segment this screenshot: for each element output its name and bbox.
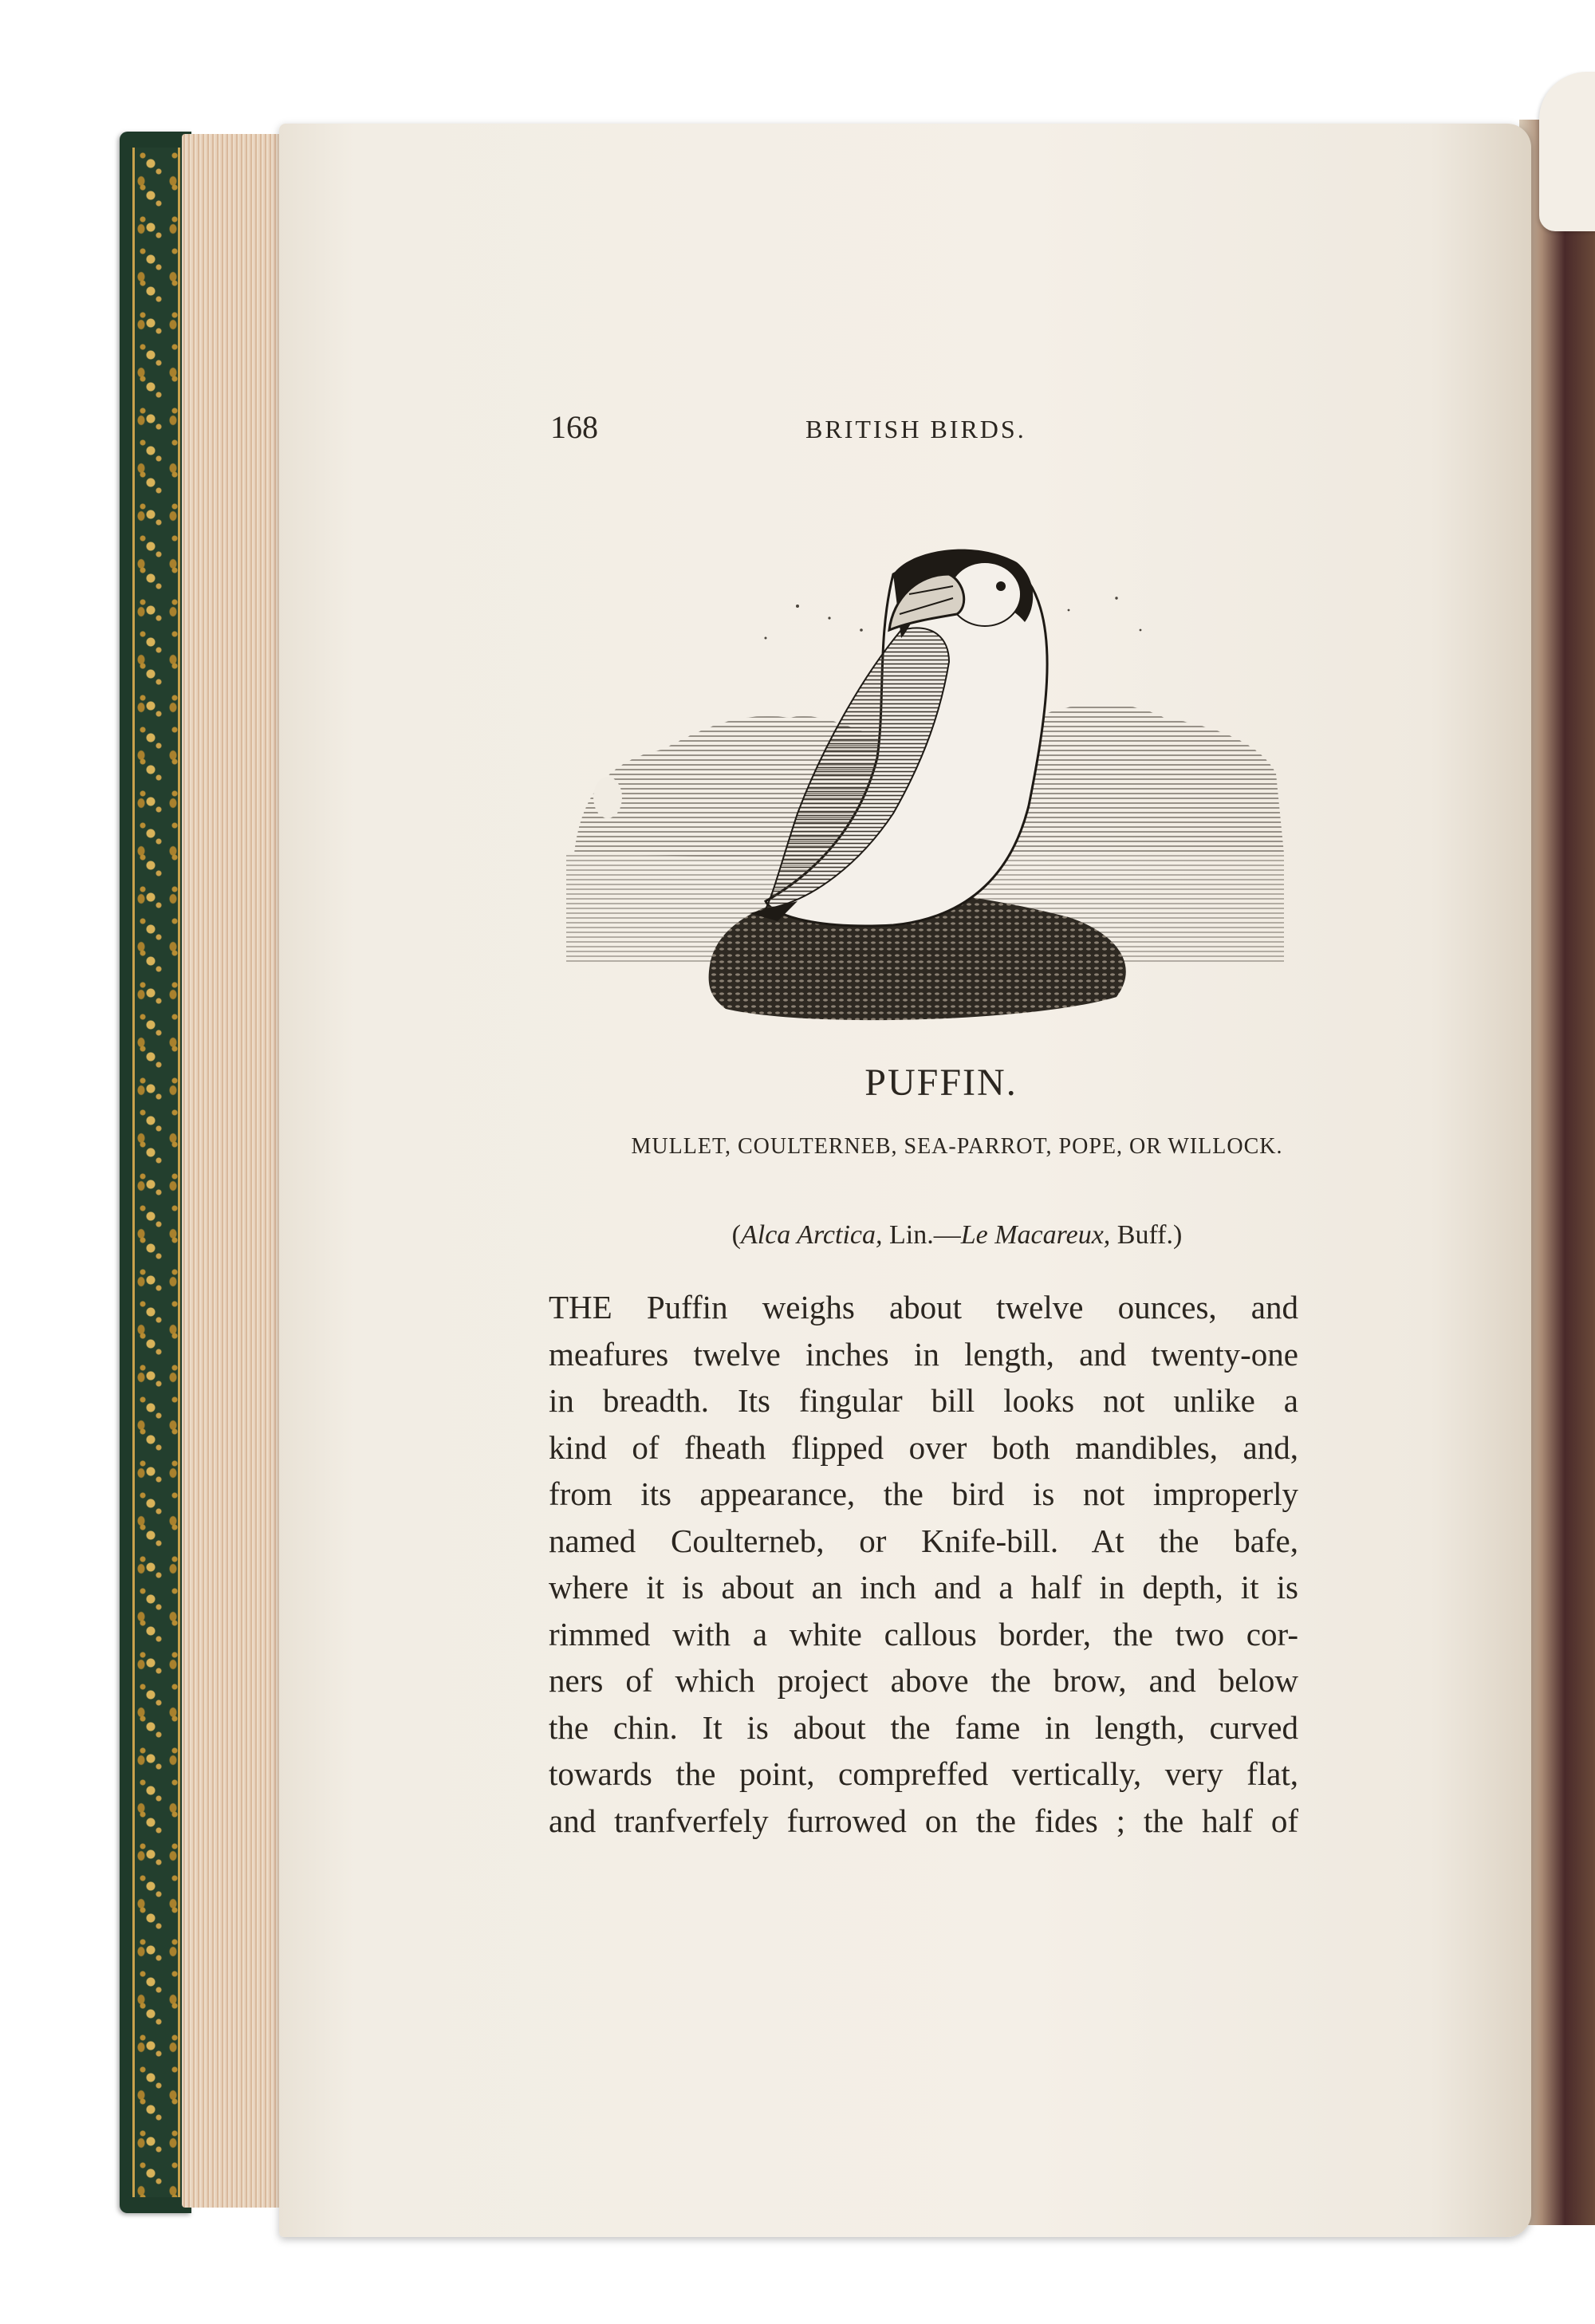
body-line: rimmed with a white callous border, the two cor- xyxy=(549,1615,1298,1652)
body-line: where it is about an inch and a half in depth, it is xyxy=(549,1569,1298,1605)
body-line: the chin. It is about the fame in length, curved xyxy=(549,1708,1298,1746)
entry-title xyxy=(0,1061,1595,1105)
left-cover-board xyxy=(120,132,191,2213)
page-number: 168 xyxy=(550,409,598,445)
body-line: meafures twelve inches in length, and twenty-one xyxy=(549,1335,1298,1373)
puffin-woodcut-illustration xyxy=(558,518,1292,1029)
french-author: Buff.) xyxy=(1110,1220,1183,1250)
gilt-border-decoration xyxy=(132,148,180,2197)
body-line: from its appearance, the bird is not improperly xyxy=(549,1475,1298,1512)
running-title: BRITISH BIRDS. xyxy=(805,415,1026,443)
body-line: ners of which project above the brow, and below xyxy=(549,1662,1298,1699)
body-line: and tranfverfely furrowed on the fides ; the half of xyxy=(549,1802,1298,1839)
latin-open-paren: ( xyxy=(731,1220,741,1250)
latin-author: Lin.— xyxy=(882,1220,961,1250)
body-line: THE Puffin weighs about twelve ounces, and xyxy=(549,1289,1298,1325)
body-line: named Coulterneb, or Knife-bill. At the bafe, xyxy=(549,1522,1298,1559)
body-line: kind of fheath flipped over both mandibles, and, xyxy=(549,1428,1298,1466)
entry-synonyms: MULLET, COULTERNEB, SEA-PARROT, POPE, OR WILLOCK. xyxy=(631,1134,1283,1159)
page-edges xyxy=(182,134,286,2208)
body-line: in breadth. Its fingular bill looks not unlike a xyxy=(549,1382,1298,1419)
right-page-curl xyxy=(1539,72,1595,231)
body-line: towards the point, compreffed vertically, very flat, xyxy=(549,1755,1298,1792)
french-name: Le Macareux, xyxy=(960,1220,1111,1250)
entry-title-text: PUFFIN. xyxy=(864,1062,1018,1104)
latin-name: Alca Arctica, xyxy=(740,1220,883,1250)
body-text xyxy=(549,1284,1298,1844)
entry-latin-names xyxy=(606,1220,1308,1251)
